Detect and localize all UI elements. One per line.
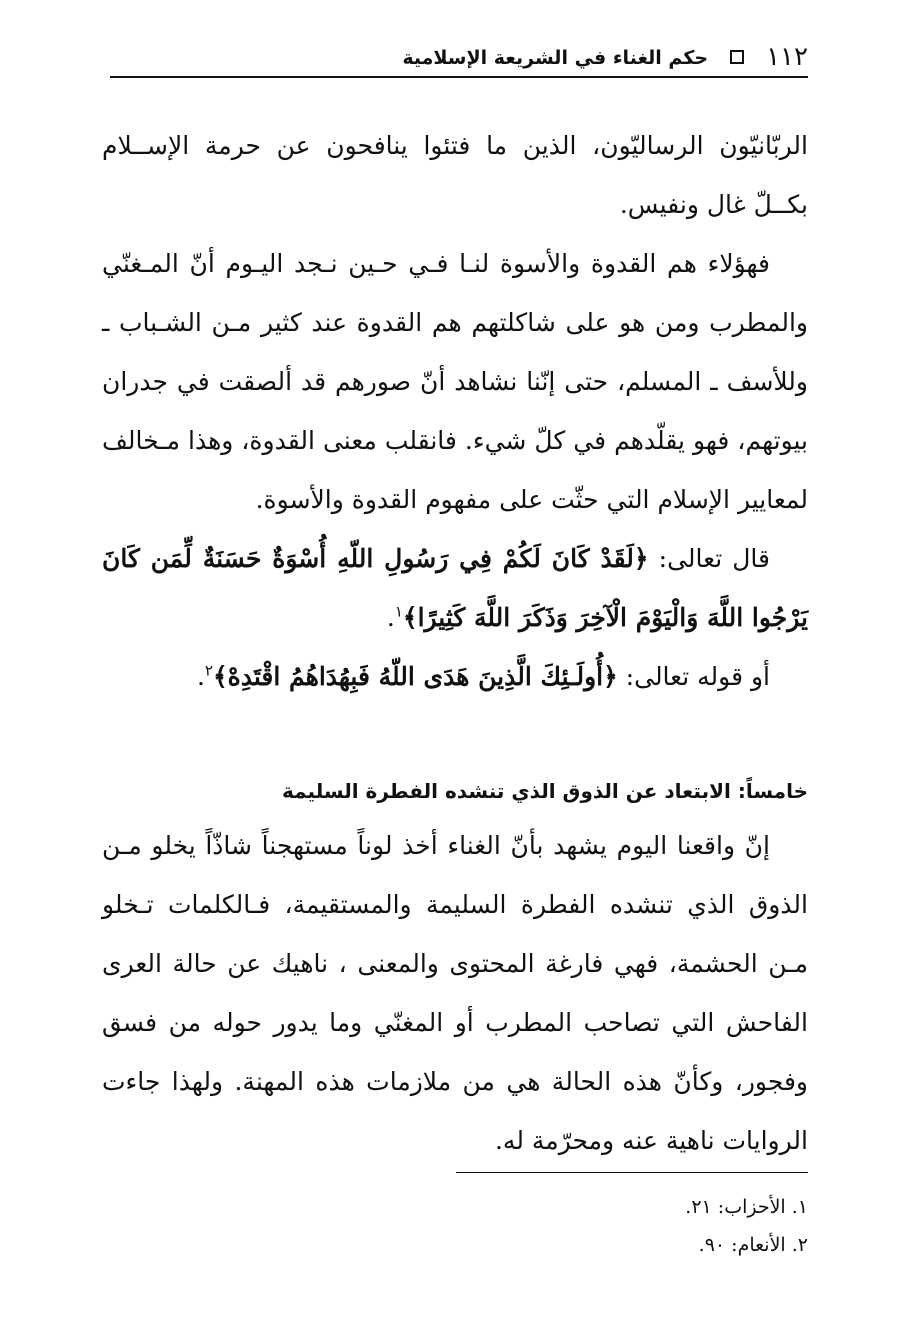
page-body: [102, 116, 808, 1170]
footnote-item: ٢. الأنعام: ٩٠.: [698, 1234, 808, 1256]
quran-verse: ﴿أُولَـئِكَ الَّذِينَ هَدَى اللّهُ فَبِهُدَاهُمُ اقْتَدِهْ﴾: [212, 662, 618, 691]
paragraph-role-models: فهؤلاء هم القدوة والأسوة لنـا فـي حـين نـجد اليـوم أنّ المـغنّي والمطرب ومن هو على شاكلتهم هم القدوة عند كثير مـن الشـباب ـ وللأسف ـ المسلم، حتى إنّنا نشاهد أنّ صورهم قد ألصقت في جدران بيوتهم، فهو يقلّدهم في كلّ شيء. فانقلب معنى القدوة، وهذا مـخالف لمعايير الإسلام التي حثّت على مفهوم القدوة والأسوة.: [102, 249, 808, 514]
page-header: [110, 34, 808, 78]
square-ornament-icon: [730, 50, 744, 64]
footnotes: [102, 1188, 808, 1264]
paragraph-verse-ahzab: [102, 529, 808, 647]
footnote-marker: ٢: [204, 661, 213, 680]
sentence-end: .: [386, 603, 395, 632]
footnote-item: ١. الأحزاب: ٢١.: [685, 1196, 808, 1218]
quran-verse: ﴿لَقَدْ كَانَ لَكُمْ فِي رَسُولِ اللّهِ أُسْوَةٌ حَسَنَةٌ لِّمَن كَانَ يَرْجُوا اللَّهَ وَالْيَوْمَ الْآخِرَ وَذَكَرَ اللَّهَ كَثِيرًا﴾: [102, 544, 808, 632]
page-number: ١١٢: [766, 42, 808, 72]
paragraph-taste: إنّ واقعنا اليوم يشهد بأنّ الغناء أخذ لوناً مستهجناً شاذّاً يخلو مـن الذوق الذي تنشده الفطرة السليمة والمستقيمة، فـالكلمات تـخلو مـن الحشمة، فهي فارغة المحتوى والمعنى ، ناهيك عن حالة العرى الفاحش التي تصاحب المطرب أو المغنّي وما يدور حوله من فسق وفجور، وكأنّ هذه الحالة هي من ملازمات هذه المهنة. ولهذا جاءت الروايات ناهية عنه ومحرّمة له.: [102, 831, 808, 1155]
footnote-marker: ١: [394, 602, 403, 621]
paragraph-verse-anam: [102, 647, 808, 706]
running-title: حكم الغناء في الشريعة الإسلامية: [402, 47, 709, 69]
sentence-end: .: [196, 662, 205, 691]
footnote-divider: [456, 1172, 808, 1173]
verse-intro: أو قوله تعالى:: [617, 662, 770, 691]
verse-intro: قال تعالى:: [648, 544, 771, 573]
section-heading: خامساً: الابتعاد عن الذوق الذي تنشده الفطرة السليمة: [282, 779, 808, 803]
paragraph-continuation: الربّانيّون الرساليّون، الذين ما فتئوا ينافحون عن حرمة الإســلام بكــلّ غال ونفيس.: [102, 131, 808, 219]
